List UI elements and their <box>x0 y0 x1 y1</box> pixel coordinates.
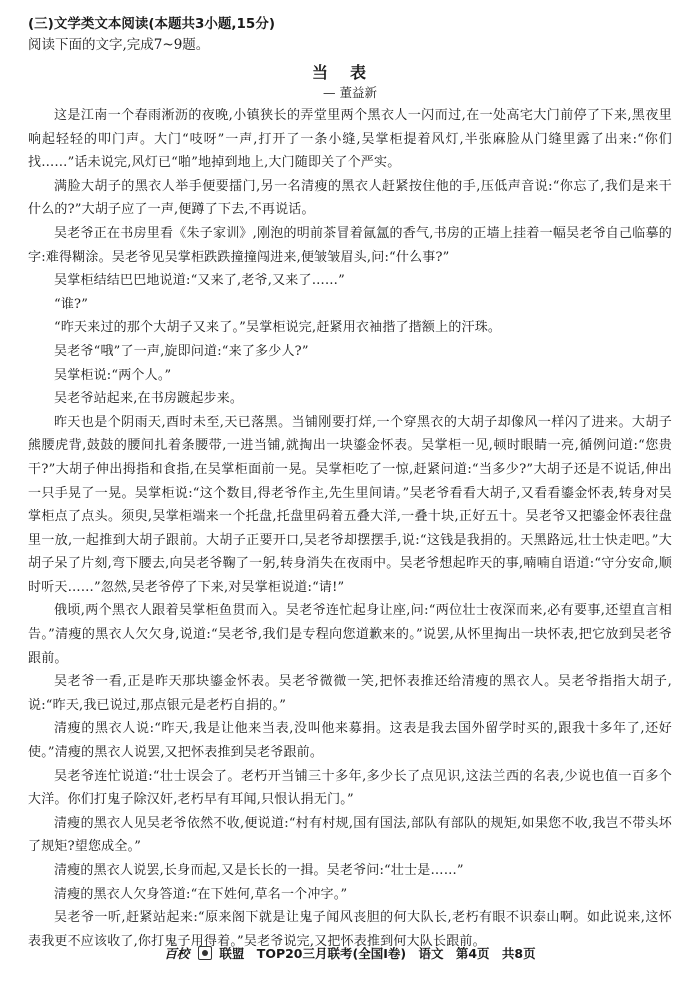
paragraph: “昨天来过的那个大胡子又来了。”吴掌柜说完,赶紧用衣袖揩了揩额上的汗珠。 <box>54 320 502 336</box>
exam-name: TOP20三月联考(全国Ⅰ卷) <box>256 946 407 961</box>
logo-icon <box>198 946 212 960</box>
paragraph: 这是江南一个春雨淅沥的夜晚,小镇狭长的弄堂里两个黑衣人一闪而过,在一处高宅大门前停了下来,黑夜里响起轻轻的叩门声。大门“吱呀”一声,打开了一条小缝,吴掌柜提着风灯,半张麻脸从门缝里露了出来:“你们找……”话未说完,风灯已“啪”地掉到地上,大门随即关了个严实。 <box>28 108 672 171</box>
brand-name: 百校 <box>164 946 190 961</box>
story-author: — 董益新 <box>28 84 672 102</box>
paragraph: 满脸大胡子的黑衣人举手便要擂门,另一名清瘦的黑衣人赶紧按住他的手,压低声音说:“你忘了,我们是来干什么的?”大胡子应了一声,便蹲了下去,不再说话。 <box>28 178 672 218</box>
union-name: 联盟 <box>219 946 245 961</box>
paragraph: 俄顷,两个黑衣人跟着吴掌柜鱼贯而入。吴老爷连忙起身让座,问:“两位壮士夜深而来,必有要事,还望直言相告。”清瘦的黑衣人欠欠身,说道:“吴老爷,我们是专程向您道歉来的。”说罢,从怀里掏出一块怀表,把它放到吴老爷跟前。 <box>28 603 672 666</box>
paragraph: 清瘦的黑衣人说:“昨天,我是让他来当表,没叫他来募捐。这表是我去国外留学时买的,跟我十多年了,还好使。”清瘦的黑衣人说罢,又把怀表推到吴老爷跟前。 <box>28 721 672 761</box>
paragraph: 吴老爷一听,赶紧站起来:“原来阁下就是让鬼子闻风丧胆的何大队长,老朽有眼不识泰山啊。如此说来,这怀表我更不应该收了,你打鬼子用得着。”吴老爷说完,又把怀表推到何大队长跟前。 <box>28 910 672 949</box>
paragraph: 吴老爷一看,正是昨天那块鎏金怀表。吴老爷微微一笑,把怀表推还给清瘦的黑衣人。吴老爷指指大胡子,说:“昨天,我已说过,那点银元是老朽自捐的。” <box>28 674 672 713</box>
paragraph: 昨天也是个阴雨天,酉时未至,天已落黑。当铺刚要打烊,一个穿黑衣的大胡子却像风一样闪了进来。大胡子熊腰虎背,鼓鼓的腰间扎着条腰带,一进当铺,就掏出一块鎏金怀表。吴掌柜一见,顿时眼睛一亮,循例问道:“您贵干?”大胡子伸出拇指和食指,在吴掌柜面前一晃。吴掌柜吃了一惊,赶紧问道:“当多少?”大胡子还是不说话,伸出一只手晃了一晃。吴掌柜说:“这个数目,得老爷作主,先生里间请。”吴老爷看看大胡子,又看看鎏金怀表,转身对吴掌柜点了点头。须臾,吴掌柜端来一个托盘,托盘里码着五叠大洋,一叠十块,正好五十。吴老爷又把鎏金怀表往盘里一放,一起推到大胡子跟前。大胡子正要开口,吴老爷却摆摆手,说:“这钱是我捐的。天黑路远,壮士快走吧。”大胡子呆了片刻,弯下腰去,向吴老爷鞠了一躬,转身消失在夜雨中。吴老爷想起昨天的事,喃喃自语道:“守分安命,顺时听天……”忽然,吴老爷停了下来,对吴掌柜说道:“请!” <box>28 414 672 595</box>
paragraph: 吴老爷“哦”了一声,旋即问道:“来了多少人?” <box>54 343 309 359</box>
paragraph: 吴掌柜说:“两个人。” <box>54 367 172 383</box>
paragraph: 吴老爷连忙说道:“壮士误会了。老朽开当铺三十多年,多少长了点见识,这法兰西的名表,少说也值一百多个大洋。你们打鬼子除汉奸,老朽早有耳闻,只恨认捐无门。” <box>28 768 672 808</box>
page-number: 第4页 <box>455 946 490 961</box>
paragraph: 清瘦的黑衣人见吴老爷依然不收,便说道:“村有村规,国有国法,部队有部队的规矩,如果您不收,我岂不带头坏了规矩?望您成全。” <box>28 815 672 855</box>
paragraph: 清瘦的黑衣人欠身答道:“在下姓何,草名一个冲字。” <box>54 886 348 902</box>
page-total: 共8页 <box>501 946 536 961</box>
paragraph: 吴老爷站起来,在书房踱起步来。 <box>54 391 244 407</box>
document-page <box>28 14 672 953</box>
page-footer <box>0 944 700 962</box>
reading-instruction: 阅读下面的文字,完成7~9题。 <box>28 37 210 53</box>
paragraph: 清瘦的黑衣人说罢,长身而起,又是长长的一揖。吴老爷问:“壮士是……” <box>54 863 464 878</box>
section-heading: (三)文学类文本阅读(本题共3小题,15分) <box>28 16 275 32</box>
paragraph: 吴老爷正在书房里看《朱子家训》,刚泡的明前茶冒着氤氲的香气,书房的正墙上挂着一幅吴老爷自己临摹的字:难得糊涂。吴老爷见吴掌柜跌跌撞撞闯进来,便皱皱眉头,问:“什么事?” <box>28 225 672 265</box>
paragraph: 吴掌柜结结巴巴地说道:“又来了,老爷,又来了……” <box>54 273 345 289</box>
paragraph: “谁?” <box>54 296 89 312</box>
story-title: 当表 <box>311 63 388 82</box>
subject-name: 语文 <box>418 946 444 961</box>
